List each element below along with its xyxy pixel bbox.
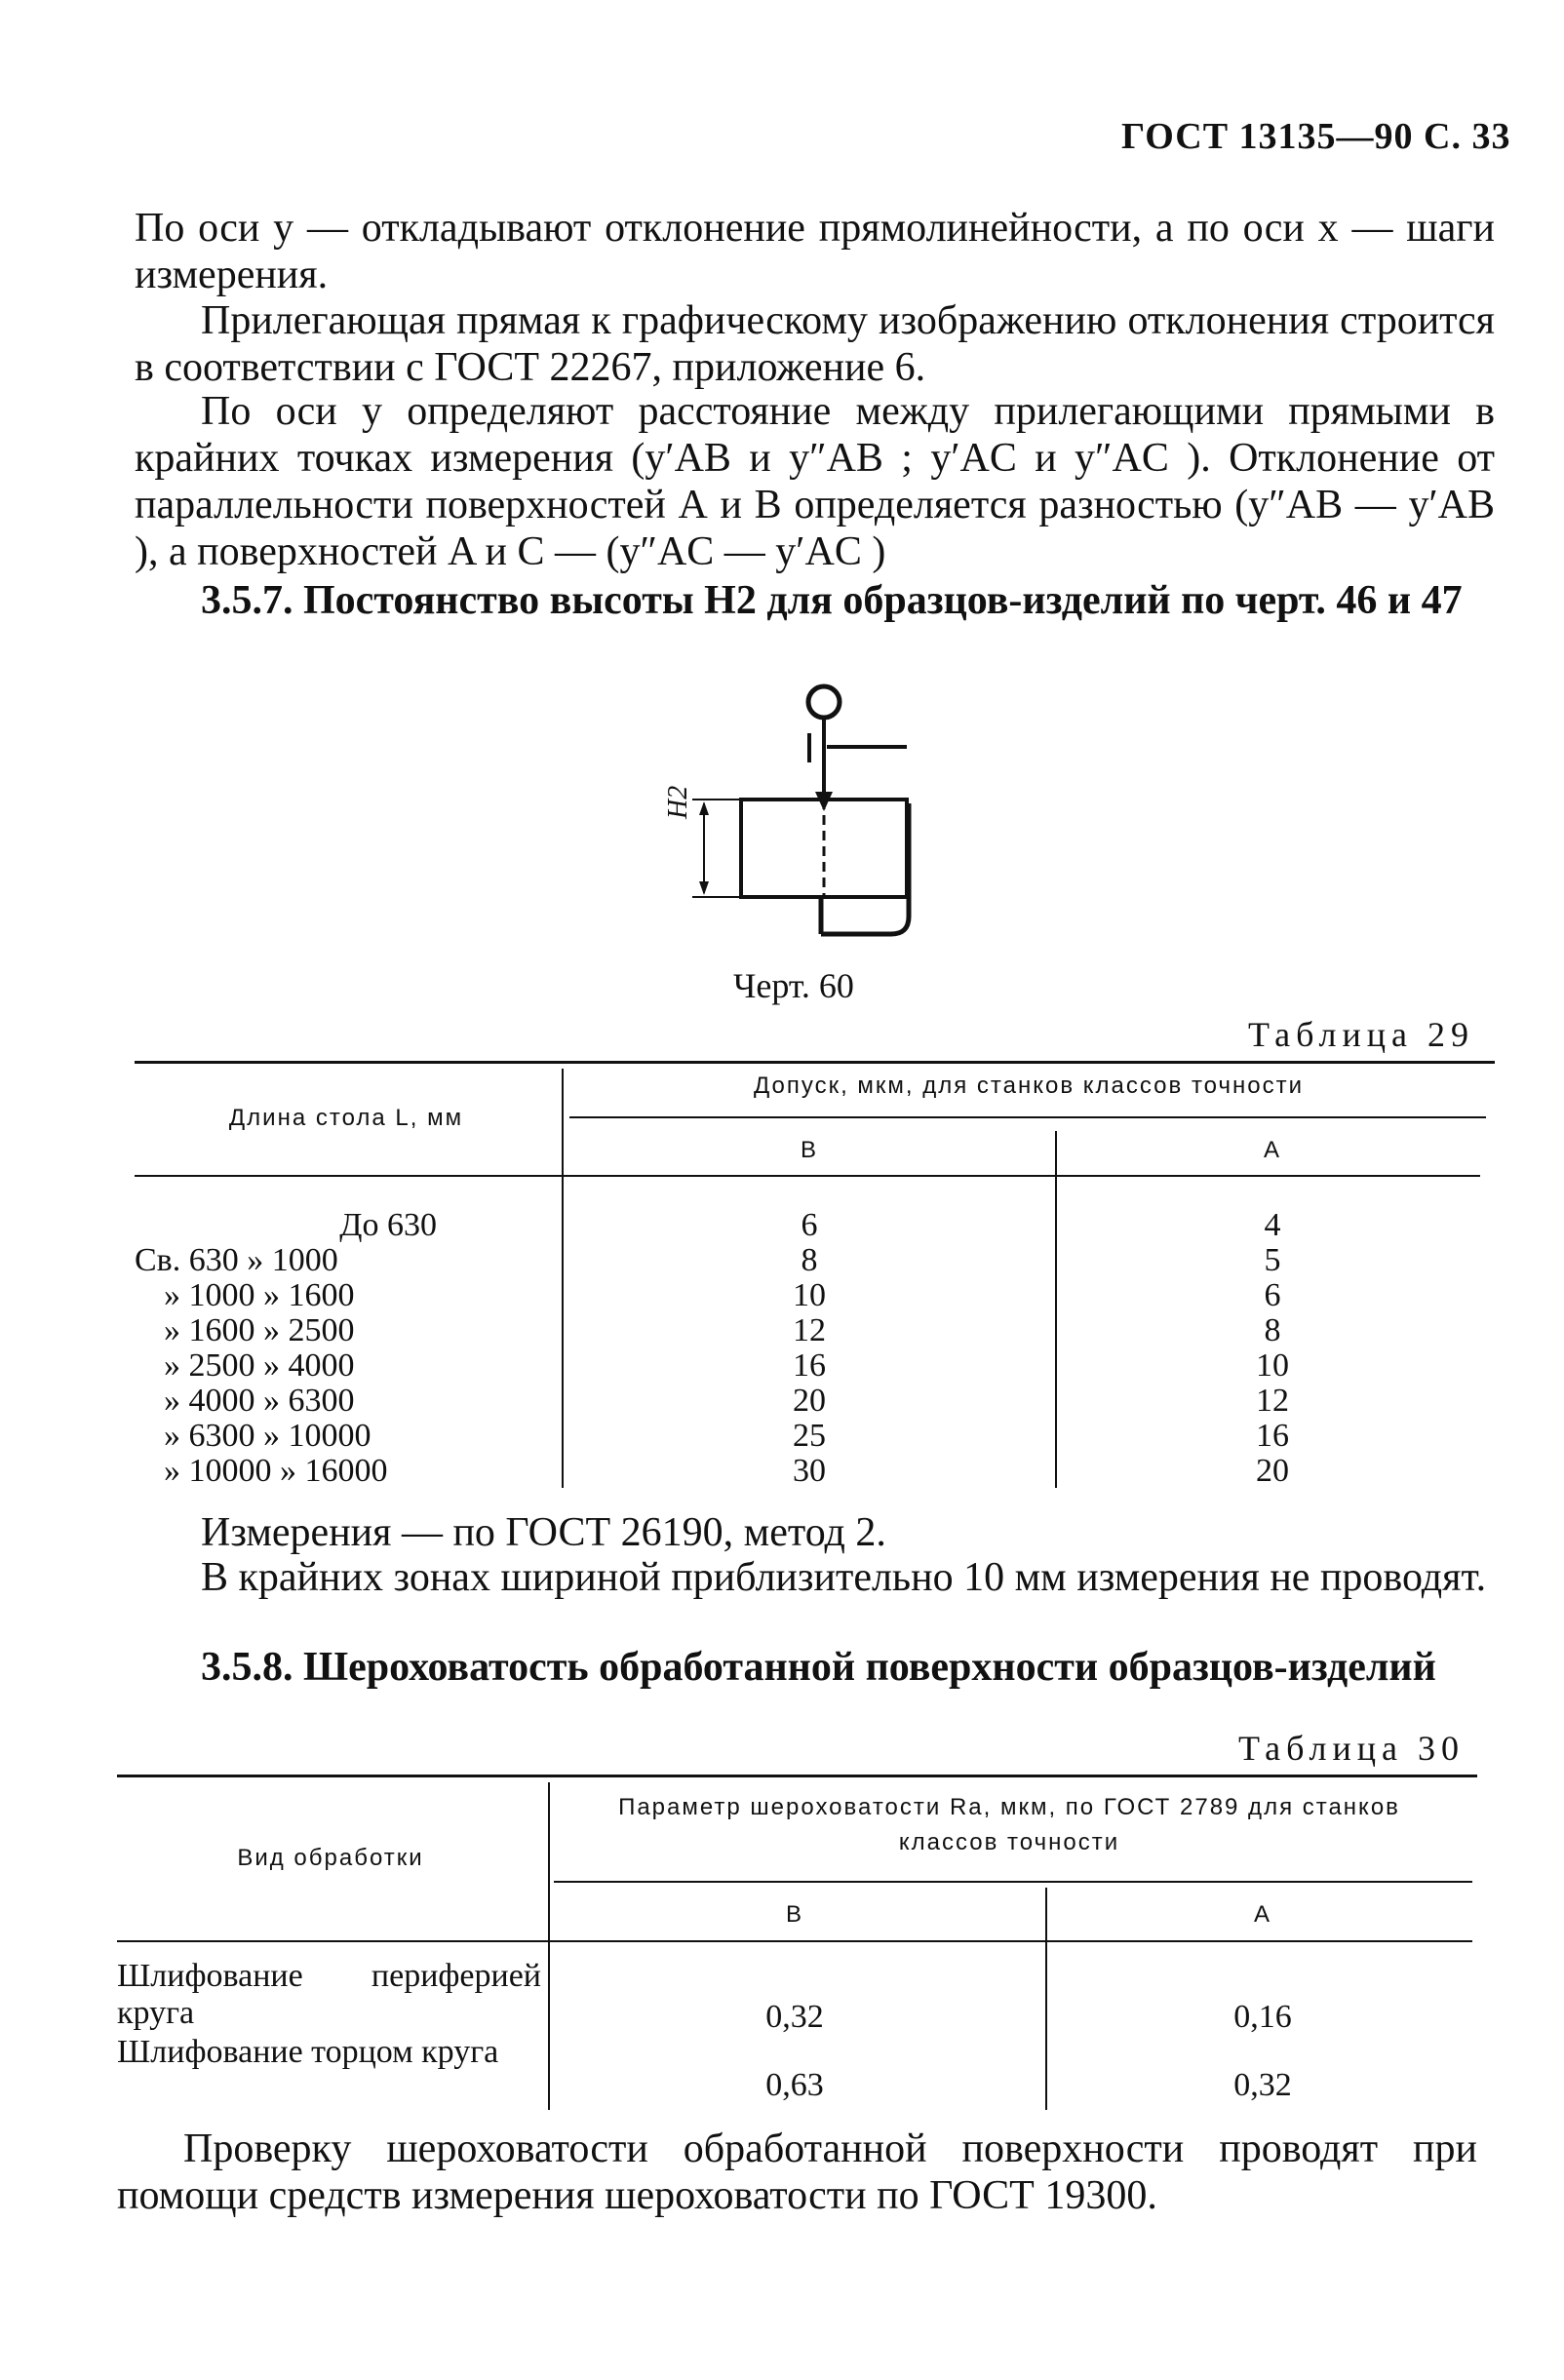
table-cell-a: 16 — [1256, 1418, 1289, 1454]
paragraph-edge-zones: В крайних зонах шириной приблизительно 10 мм измерения не проводят. — [201, 1555, 1487, 1600]
table-cell-b: 0,32 — [765, 1999, 824, 2035]
table-30-title: Таблица 30 — [1238, 1729, 1465, 1768]
table-row: » 4000 » 6300 — [164, 1383, 355, 1419]
table-29-col-a: A — [1263, 1137, 1281, 1163]
table-row: Шлифование торцом круга — [117, 2034, 499, 2070]
table-cell-b: 8 — [801, 1242, 818, 1278]
table-cell-b: 30 — [793, 1453, 826, 1489]
table-29-group-rule — [569, 1116, 1486, 1118]
table-30-col-b: B — [785, 1901, 803, 1928]
table-row: » 2500 » 4000 — [164, 1347, 355, 1384]
paragraph-parallelism: По оси y определяют расстояние между прилегающими прямыми в крайних точках измерения (y′AB и y″AB ; y′AC и y″AC ). Отклонение от параллельности поверхностей А и В определяется разностью (y″AB — y′AB ), а поверхностей A и C — (y″AC — y′AC ) — [135, 389, 1495, 574]
paragraph-measurements: Измерения — по ГОСТ 26190, метод 2. — [201, 1510, 886, 1555]
table-cell-a: 12 — [1256, 1383, 1289, 1419]
table-cell-b: 16 — [793, 1347, 826, 1384]
paragraph-axes: По оси y — откладывают отклонение прямолинейности, а по оси x — шаги измерения. — [135, 206, 1495, 297]
table-29-title: Таблица 29 — [1248, 1015, 1474, 1054]
table-cell-a: 0,32 — [1233, 2067, 1292, 2103]
table-30-top-rule — [117, 1775, 1477, 1777]
paragraph-roughness-check: Проверку шероховатости обработанной поверхности проводят при помощи средств измерения шероховатости по ГОСТ 19300. — [117, 2126, 1477, 2218]
table-cell-a: 4 — [1264, 1207, 1281, 1243]
table-row: Шлифование периферией круга — [117, 1958, 541, 2031]
table-30-group-header: Параметр шероховатости Ra, мкм, по ГОСТ 2789 для станков классов точности — [618, 1794, 1400, 1855]
figure-60-diagram — [634, 673, 926, 985]
figure-h2-label: H2 — [663, 785, 693, 819]
section-3-5-7: 3.5.7. Постоянство высоты H2 для образцов-изделий по черт. 46 и 47 — [201, 578, 1463, 623]
table-30-divider-col1 — [548, 1782, 550, 2110]
table-30-divider-col2 — [1045, 1888, 1047, 2110]
table-29-group-header: Допуск, мкм, для станков классов точности — [753, 1073, 1304, 1099]
table-cell-a: 8 — [1264, 1312, 1281, 1348]
page-header: ГОСТ 13135—90 С. 33 — [1121, 116, 1511, 157]
table-29-top-rule — [135, 1061, 1495, 1064]
table-cell-b: 10 — [793, 1277, 826, 1313]
table-row: » 1600 » 2500 — [164, 1312, 355, 1348]
table-cell-a: 0,16 — [1233, 1999, 1292, 2035]
table-row: » 1000 » 1600 — [164, 1277, 355, 1313]
table-row: » 6300 » 10000 — [164, 1418, 371, 1454]
table-29-header-rule — [135, 1175, 1480, 1177]
table-cell-a: 10 — [1256, 1347, 1289, 1384]
table-29-col-length: Длина стола L, мм — [228, 1105, 464, 1131]
table-cell-a: 20 — [1256, 1453, 1289, 1489]
table-cell-b: 0,63 — [765, 2067, 824, 2103]
table-29-divider-col1 — [562, 1069, 564, 1488]
table-29-divider-col2 — [1055, 1131, 1057, 1488]
table-cell-b: 25 — [793, 1418, 826, 1454]
table-cell-b: 12 — [793, 1312, 826, 1348]
table-cell-b: 20 — [793, 1383, 826, 1419]
table-row: До 630 — [339, 1207, 437, 1243]
table-30-group-rule — [554, 1881, 1472, 1883]
table-29-col-b: B — [800, 1137, 818, 1163]
section-3-5-8: 3.5.8. Шероховатость обработанной поверхности образцов-изделий — [201, 1645, 1436, 1690]
table-cell-a: 6 — [1264, 1277, 1281, 1313]
table-row: » 10000 » 16000 — [164, 1453, 388, 1489]
table-30-header-rule — [117, 1940, 1472, 1942]
figure-caption: Черт. 60 — [733, 966, 854, 1005]
table-cell-a: 5 — [1264, 1242, 1281, 1278]
table-30-col-kind: Вид обработки — [237, 1845, 424, 1871]
table-cell-b: 6 — [801, 1207, 818, 1243]
paragraph-adjacent-line: Прилегающая прямая к графическому изображению отклонения строится в соответствии с ГОСТ 22267, приложение 6. — [135, 298, 1495, 390]
table-30-col-a: A — [1253, 1901, 1271, 1928]
table-row: Св. 630 » 1000 — [135, 1242, 338, 1278]
